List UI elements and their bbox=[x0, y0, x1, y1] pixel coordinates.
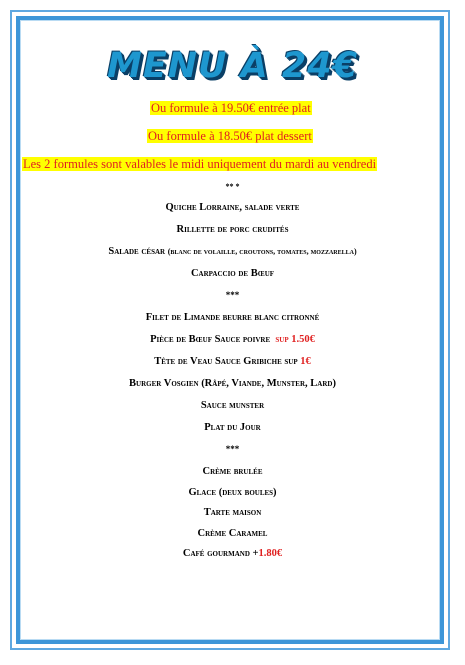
salade-cesar-detail: (blanc de volaille, croutons, tomates, mozzarella) bbox=[167, 247, 357, 256]
menu-item-carpaccio: Carpaccio de Bœuf bbox=[190, 268, 275, 279]
menu-item-piece-de-boeuf bbox=[0, 333, 465, 346]
tete-de-veau-supplement: 1€ bbox=[300, 356, 311, 367]
menu-item-sauce-munster: Sauce munster bbox=[200, 400, 265, 411]
salade-cesar-label: Salade césar bbox=[108, 246, 166, 257]
menu-item-limande: Filet de Limande beurre blanc citronné bbox=[145, 312, 320, 323]
separator-1: ** * bbox=[225, 182, 240, 191]
cafe-gourmand-label: Café gourmand + bbox=[182, 548, 259, 559]
tete-de-veau-label: Tête de Veau Sauce Gribiche sup bbox=[154, 356, 298, 367]
menu-item-cafe-gourmand bbox=[0, 547, 465, 560]
menu-item-glace: Glace (deux boules) bbox=[188, 487, 277, 498]
separator-3: *** bbox=[225, 444, 240, 454]
formula-validity-note: Les 2 formules sont valables le midi uniquement du mardi au vendredi bbox=[23, 157, 377, 171]
cafe-gourmand-supplement: 1.80€ bbox=[258, 548, 283, 559]
menu-item-plat-du-jour: Plat du Jour bbox=[204, 422, 261, 433]
menu-title: MENU À 24€ bbox=[107, 46, 358, 86]
separator-2: *** bbox=[225, 290, 240, 300]
formula-plat-dessert: Ou formule à 18.50€ plat dessert bbox=[148, 129, 312, 143]
menu-item-creme-caramel: Crème Caramel bbox=[197, 528, 268, 539]
menu-item-salade-cesar bbox=[0, 245, 465, 258]
menu-item-tarte: Tarte maison bbox=[203, 507, 262, 518]
menu-item-burger: Burger Vosgien (Râpé, Viande, Munster, Lard) bbox=[129, 378, 336, 389]
formula-entree-plat: Ou formule à 19.50€ entrée plat bbox=[151, 101, 311, 115]
piece-de-boeuf-supplement: sup 1.50€ bbox=[275, 334, 315, 345]
menu-item-tete-de-veau bbox=[0, 355, 465, 368]
piece-de-boeuf-label: Pièce de Bœuf Sauce poivre bbox=[150, 334, 271, 345]
menu-item-quiche: Quiche Lorraine, salade verte bbox=[165, 202, 300, 213]
menu-item-rillette: Rillette de porc crudités bbox=[176, 224, 289, 235]
menu-item-creme-brulee: Crème brulée bbox=[202, 466, 263, 477]
